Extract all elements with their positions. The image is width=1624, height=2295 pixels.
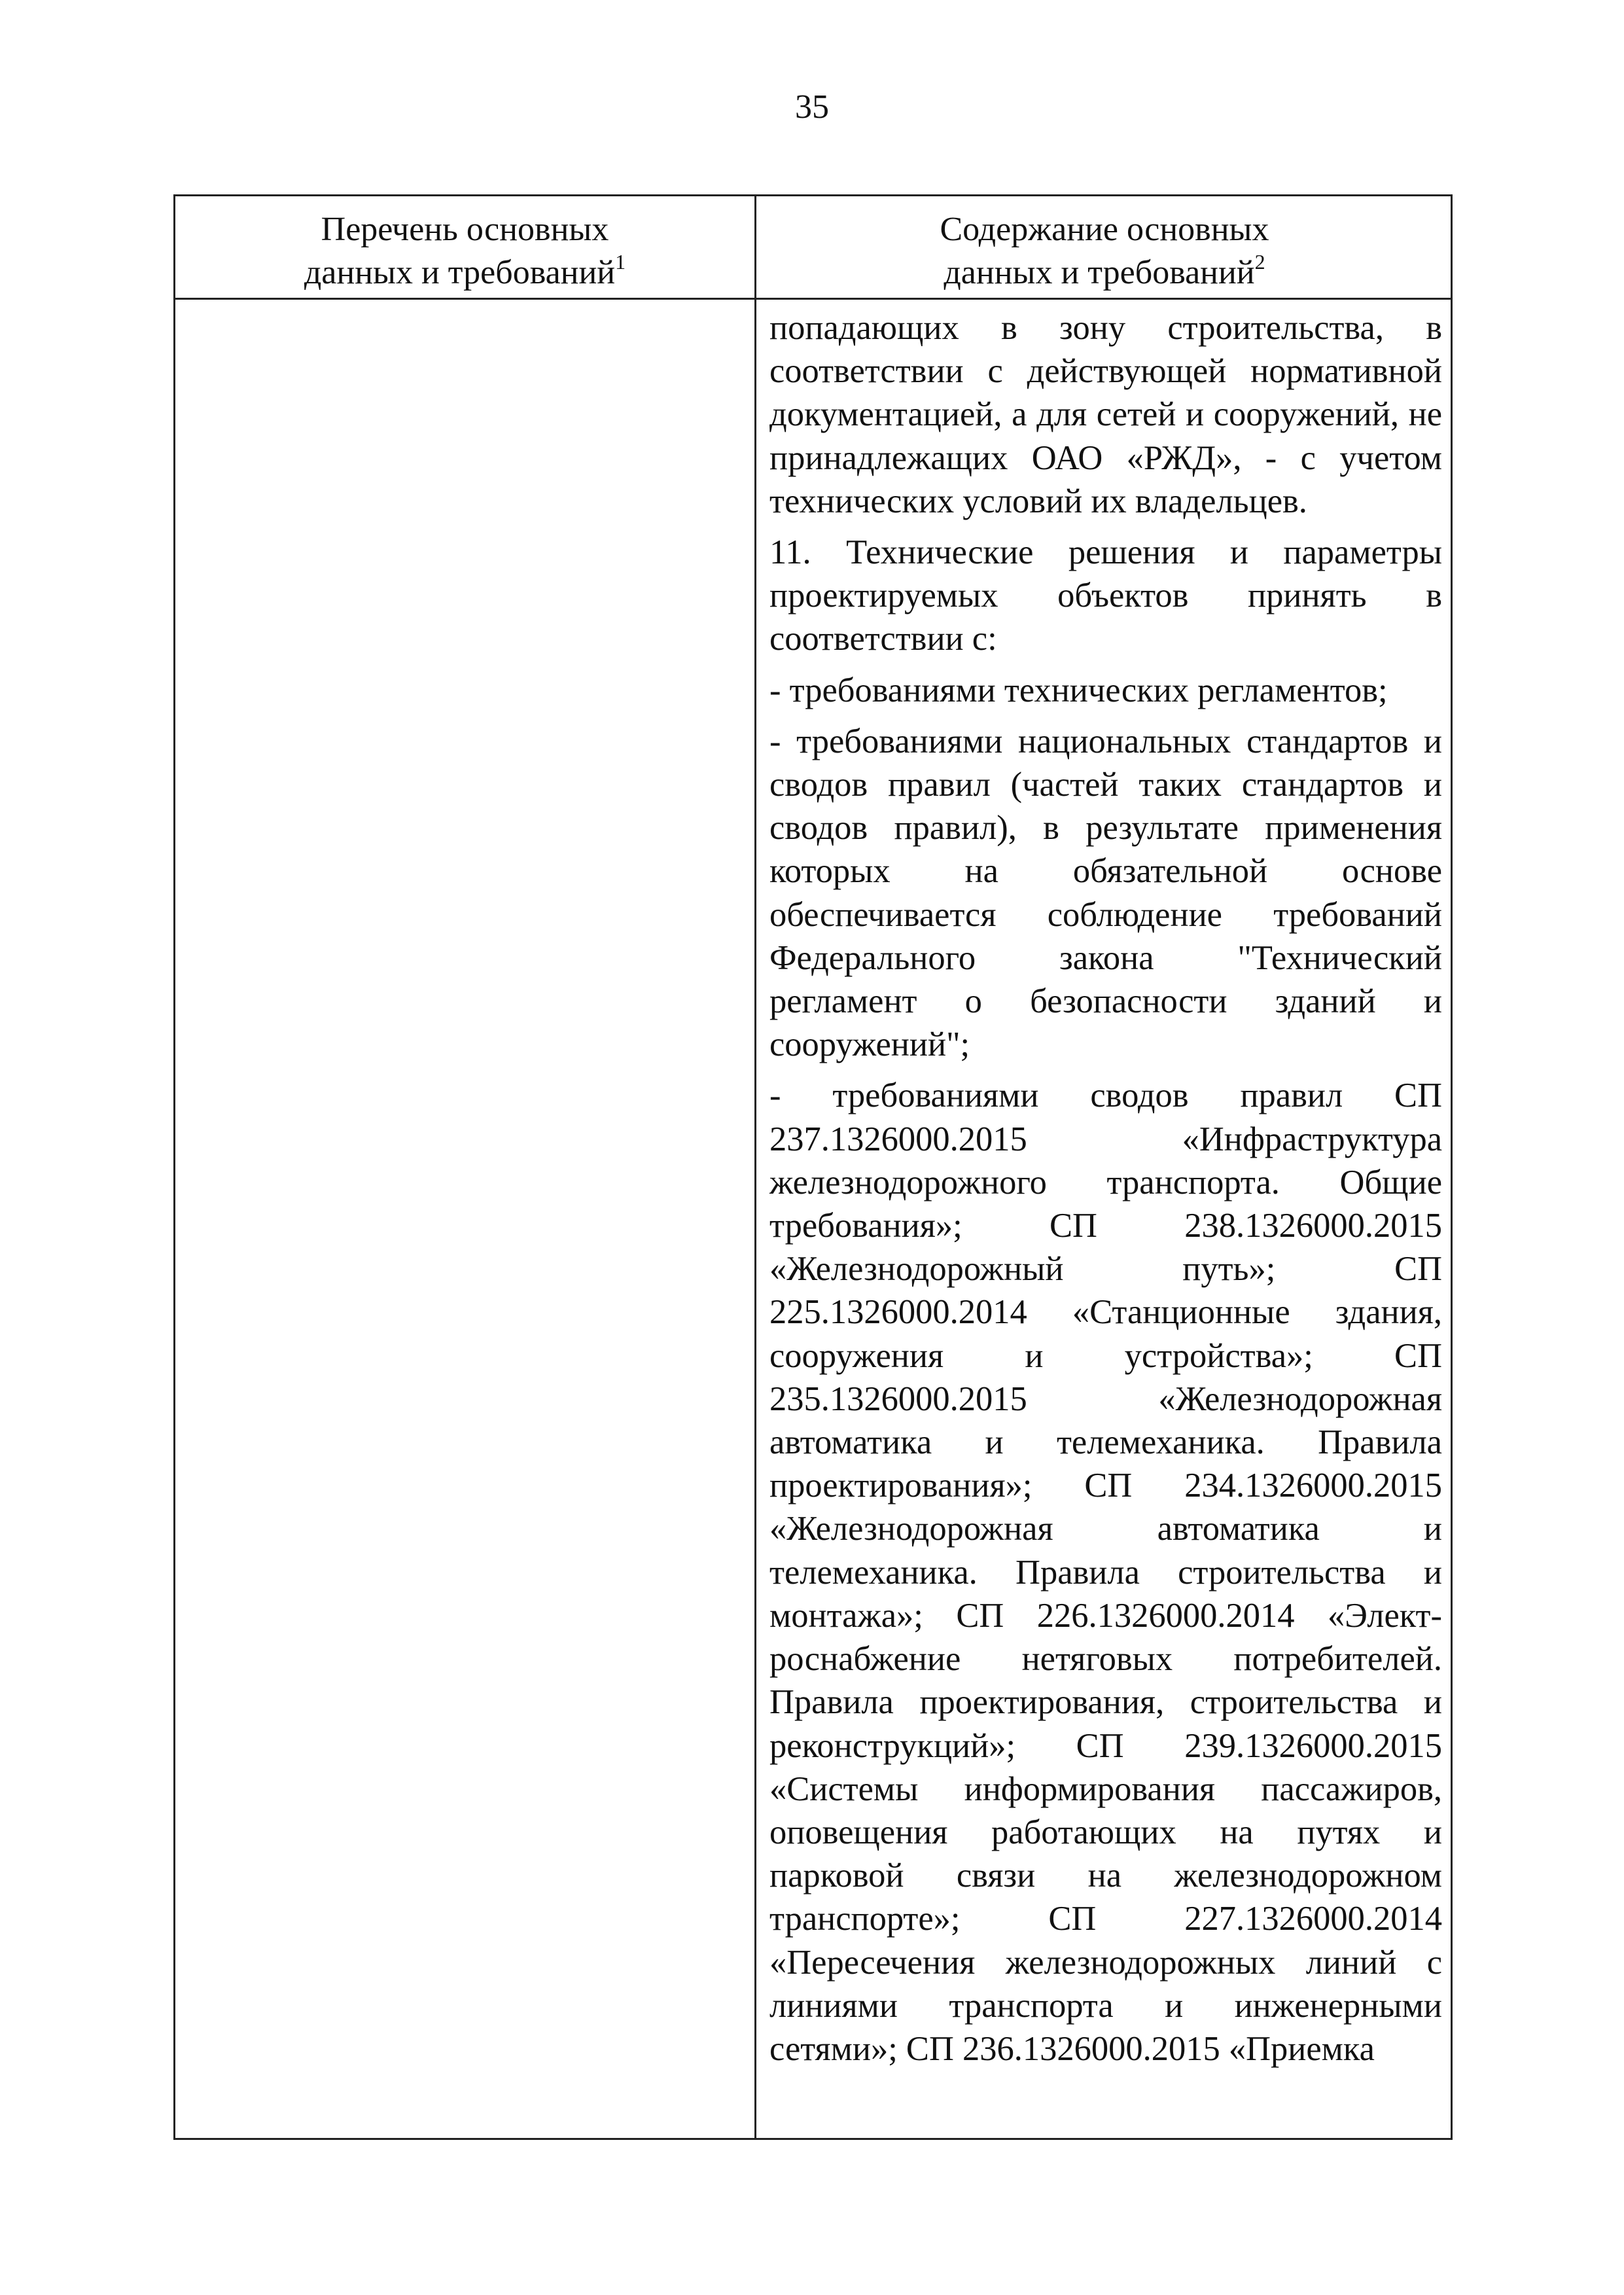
header-right-line2 <box>756 251 1453 294</box>
page-number: 35 <box>795 88 829 126</box>
paragraph-item-11: 11. Технические решения и параметры проектируемых объектов принять в соответствии с: <box>769 533 1442 658</box>
requirements-table <box>173 194 1453 2140</box>
footnote-marker-1: 1 <box>615 250 626 274</box>
header-left-line1: Перечень основных <box>321 211 609 248</box>
paragraph-tech-regulations: - требованиями технических регламентов; <box>769 671 1388 709</box>
header-left-line2 <box>175 251 754 294</box>
header-left-cell <box>175 208 754 294</box>
header-left-text: данных и требований <box>304 254 616 291</box>
header-right-line1: Содержание основных <box>940 211 1269 248</box>
paragraph-continuation: попадающих в зону строительства, в соответствии с действующей нормативной документацией, а для сетей и сооружений, не принадлежащих ОАО «РЖД», - с учетом технических условий их владельцев. <box>769 309 1442 520</box>
paragraph-national-standards: - требованиями национальных стандартов и сводов правил (частей таких стандартов и сводов правил), в результате применения которых на обязательной основе обеспечивается соблюдение требований Федерального закона "Технический регламент о безопасности зданий и сооружений"; <box>769 722 1442 1064</box>
content-cell <box>769 306 1442 2071</box>
header-divider <box>175 298 1451 300</box>
paragraph-codes-of-practice: - требованиями сводов правил СП 237.1326000.2015 «Инфраструктура железнодорожного транспорта. Общие требования»; СП 238.1326000.2015 «Железнодорожный путь»; СП 225.1326000.2014 «Станционные здания, сооружения и устройства»; СП 235.1326000.2015 «Железнодорожная автоматика и телемеханика. Правила проектирования»; СП 234.1326000.2015 «Железнодорожная автоматика и телемеханика. Правила строительства и монтажа»; СП 226.1326000.2014 «Электроснабжение нетяговых потребителей. Правила проектирования, строительства и реконструкций»; СП 239.1326000.2015 «Системы информирования пассажиров, оповещения работающих на путях и парковой связи на железнодорожном транспорте»; СП 227.1326000.2014 «Пересечения железнодорожных линий с линиями транспорта и инженерными сетями»; СП 236.1326000.2015 «Приемка <box>769 1076 1442 2068</box>
footnote-marker-2: 2 <box>1254 250 1265 274</box>
header-right-cell <box>756 208 1453 294</box>
column-divider <box>754 196 756 2138</box>
header-right-text: данных и требований <box>944 254 1255 291</box>
